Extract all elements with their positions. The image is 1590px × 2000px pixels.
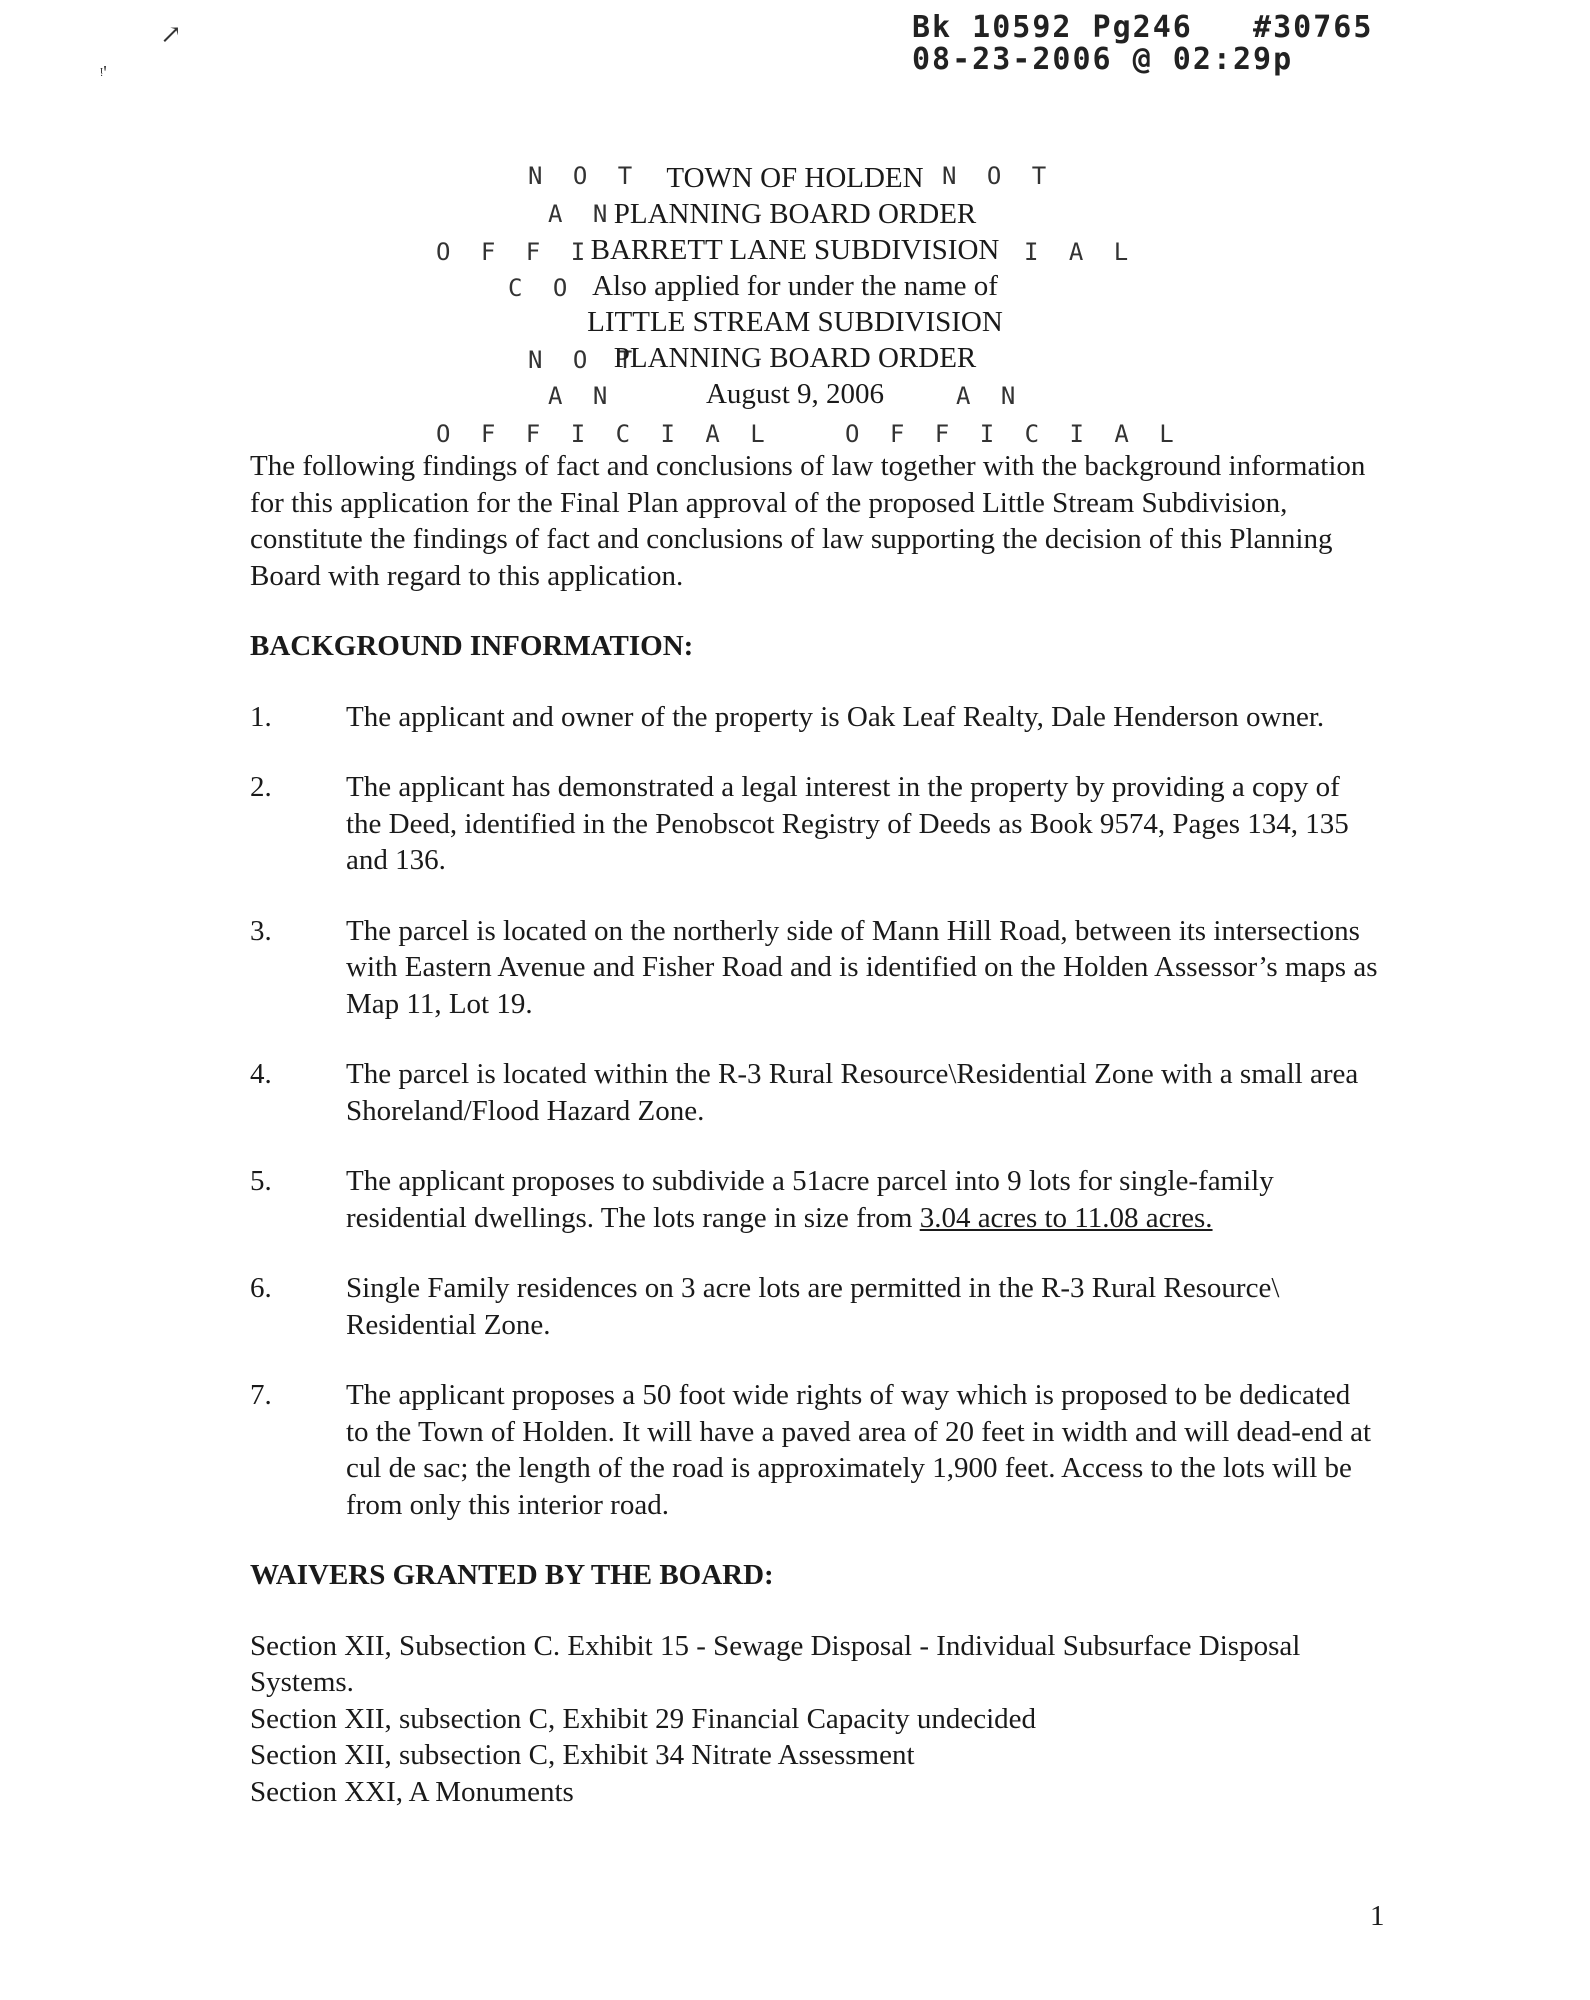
list-item <box>250 1163 1380 1236</box>
item-text: Single Family residences on 3 acre lots are permitted in the R-3 Rural Resource\ Residential Zone. <box>346 1272 1280 1341</box>
item-text: The parcel is located within the R-3 Rural Resource\Residential Zone with a small area Shoreland/Flood Hazard Zone. <box>346 1058 1359 1127</box>
item-number: 2. <box>250 771 272 803</box>
background-heading: BACKGROUND INFORMATION: <box>250 630 694 662</box>
item-text: The applicant and owner of the property is Oak Leaf Realty, Dale Henderson owner. <box>346 700 1325 733</box>
scan-mark-dots: ᵎ' <box>100 62 107 84</box>
watermark-an: A N <box>548 382 616 410</box>
recording-stamp-datetime: 08-23-2006 @ 02:29p <box>912 42 1294 77</box>
watermark-ial: I A L <box>1024 238 1137 266</box>
scan-mark-arrow: ↗ <box>160 20 182 49</box>
waiver-item: Section XII, subsection C, Exhibit 29 Financial Capacity undecided <box>250 1702 1037 1735</box>
watermark-official: O F F I C I A L <box>436 420 773 448</box>
item-number: 4. <box>250 1058 272 1090</box>
background-list <box>250 699 1380 1524</box>
watermark-not: N O T <box>528 162 641 190</box>
list-item <box>250 1056 1380 1129</box>
watermark-official: O F F I C I A L <box>845 420 1182 448</box>
item-text: The applicant proposes a 50 foot wide rights of way which is proposed to be dedicated to the Town of Holden. It will have a paved area of 20 feet in width and will dead-end at cul de sac; the length of the road is approximately 1,900 feet. Access to the lots will be from only this interior road. <box>346 1379 1371 1521</box>
item-number: 1. <box>250 700 272 733</box>
waivers-list <box>250 1628 1380 1811</box>
item-text: The applicant proposes to subdivide a 51acre parcel into 9 lots for single-family residential dwellings. The lots range in size from <box>346 1165 1274 1234</box>
document-title: TOWN OF HOLDEN <box>666 162 924 194</box>
recording-stamp-book-page: Bk 10592 Pg246 #30765 <box>912 10 1374 45</box>
alt-subdivision-name: LITTLE STREAM SUBDIVISION <box>587 306 1003 338</box>
list-item <box>250 913 1380 1023</box>
order-type: PLANNING BOARD ORDER <box>613 198 977 230</box>
item-text: The applicant has demonstrated a legal interest in the property by providing a copy of the Deed, identified in the Penobscot Registry of Deeds as Book 9574, Pages 134, 135 and 136. <box>346 771 1349 876</box>
watermark-offi: O F F I <box>436 238 594 266</box>
item-text-with-underline <box>346 1163 1380 1236</box>
list-item <box>250 699 1380 736</box>
item-number: 6. <box>250 1272 272 1304</box>
watermark-an: A N <box>548 200 616 228</box>
item-number: 3. <box>250 914 272 947</box>
item-number: 5. <box>250 1165 272 1197</box>
order-type-repeat: PLANNING BOARD ORDER <box>613 342 977 374</box>
also-applied-note: Also applied for under the name of <box>592 270 998 302</box>
item-number: 7. <box>250 1379 272 1411</box>
item-text: The parcel is located on the northerly side of Mann Hill Road, between its intersections with Eastern Avenue and Fisher Road and is identified on the Holden Assessor’s maps as Map 11, Lot 19. <box>346 914 1378 1020</box>
document-body <box>250 448 1380 1810</box>
page-number: 1 <box>1370 1900 1385 1932</box>
watermark-co: C O <box>508 274 576 302</box>
list-item <box>250 1270 1380 1343</box>
waiver-item: Section XXI, A Monuments <box>250 1775 574 1808</box>
subdivision-name: BARRETT LANE SUBDIVISION <box>590 234 1000 266</box>
watermark-not: N O T <box>528 346 641 374</box>
watermark-not: N O T <box>942 162 1055 190</box>
lot-size-range: 3.04 acres to 11.08 acres. <box>919 1201 1213 1234</box>
waiver-item: Section XII, subsection C, Exhibit 34 Nitrate Assessment <box>250 1739 915 1771</box>
watermark-an: A N <box>956 382 1024 410</box>
waiver-item: Section XII, Subsection C. Exhibit 15 - Sewage Disposal - Individual Subsurface Disposal Systems. <box>250 1629 1301 1698</box>
intro-paragraph: The following findings of fact and conclusions of law together with the background information for this application for the Final Plan approval of the proposed Little Stream Subdivision, constitute the findings of fact and conclusions of law supporting the decision of this Planning Board with regard to this application. <box>250 450 1366 592</box>
order-date: August 9, 2006 <box>705 378 885 410</box>
waivers-heading: WAIVERS GRANTED BY THE BOARD: <box>250 1559 774 1591</box>
list-item <box>250 769 1380 879</box>
list-item <box>250 1377 1380 1523</box>
